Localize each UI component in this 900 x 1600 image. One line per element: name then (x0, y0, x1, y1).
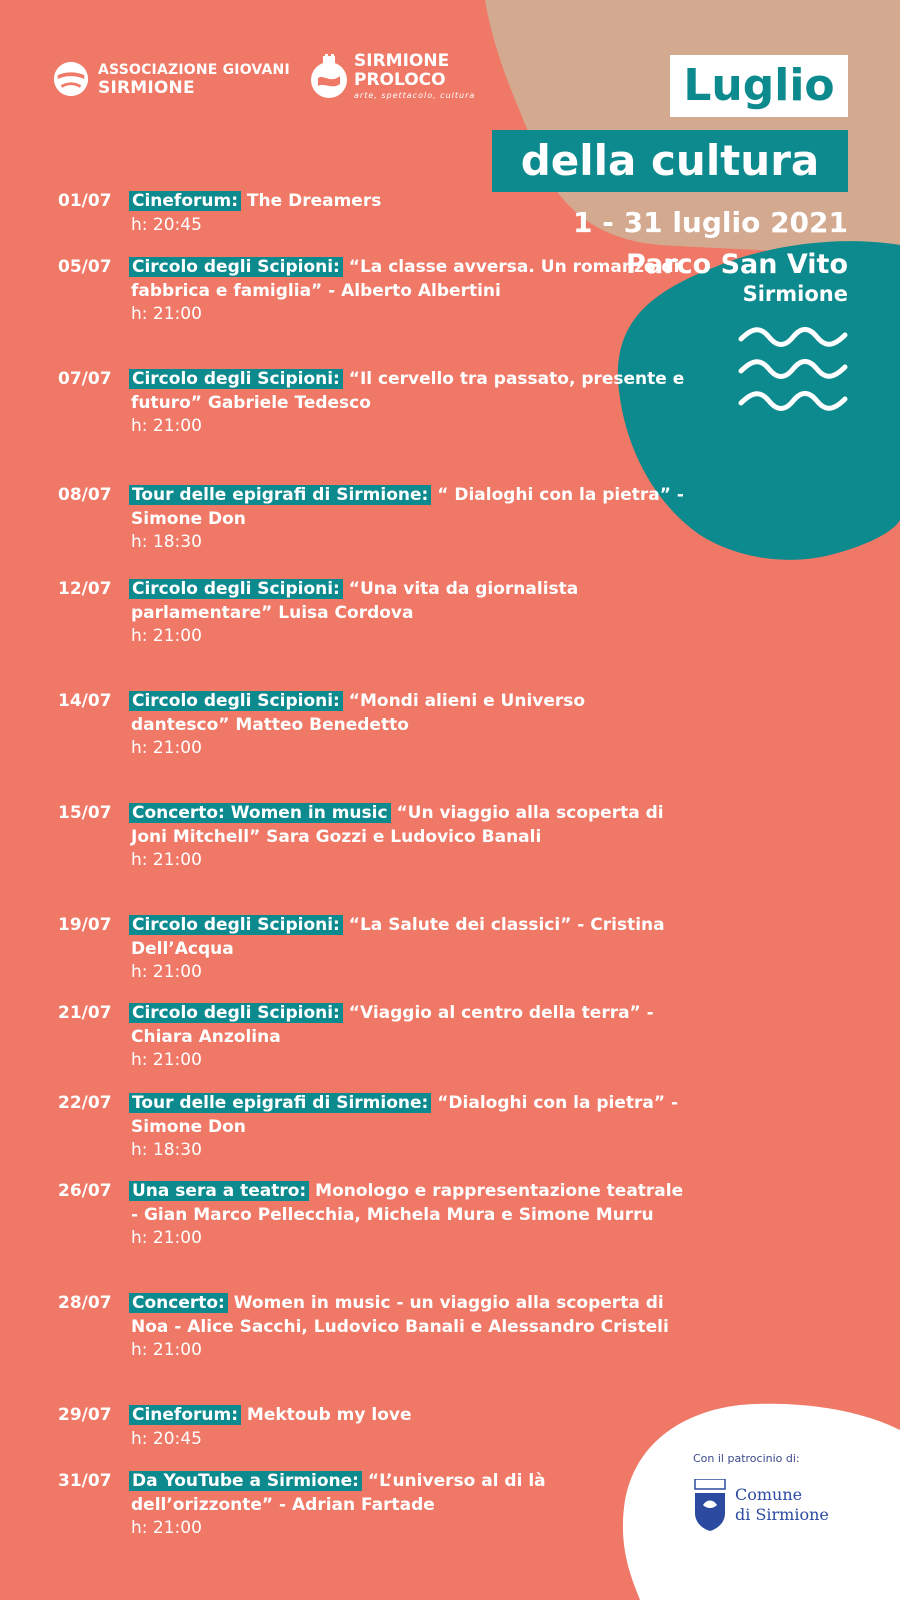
event-title: The Dreamers (241, 191, 382, 211)
event-category: Circolo degli Scipioni: (129, 579, 343, 599)
event-date: 07/07 (58, 369, 112, 389)
event-category: Circolo degli Scipioni: (129, 257, 343, 277)
sirmione-proloco-logo (308, 52, 475, 102)
event-category: Tour delle epigrafi di Sirmione: (129, 485, 431, 505)
event-date: 12/07 (58, 579, 112, 599)
event-date-range: 1 - 31 luglio 2021 (573, 206, 848, 239)
event-date: 31/07 (58, 1471, 112, 1491)
event-date: 29/07 (58, 1405, 112, 1425)
event-body (131, 1180, 686, 1251)
event-title: “La Salute dei classici” - Cristina Dell’Acqua (131, 915, 665, 959)
event-body (131, 578, 686, 649)
event-body (131, 1404, 686, 1451)
event-body (131, 690, 686, 761)
comune-di-sirmione-logo (693, 1479, 873, 1531)
event-date: 15/07 (58, 803, 112, 823)
event-title: “La classe avversa. Un romanzo di fabbrica e famiglia” - Alberto Albertini (131, 257, 680, 301)
title-luglio: Luglio (670, 55, 848, 117)
associazione-giovani-logo (52, 60, 290, 98)
event-title: “Viaggio al centro della terra” - Chiara Anzolina (131, 1003, 654, 1047)
event-time: h: 21:00 (131, 850, 202, 870)
event-title: Mektoub my love (241, 1405, 412, 1425)
event-date: 28/07 (58, 1293, 112, 1313)
patronage-label: Con il patrocinio di: (693, 1452, 800, 1465)
event-title: “Il cervello tra passato, presente e futuro” Gabriele Tedesco (131, 369, 685, 413)
event-category: Concerto: (129, 1293, 228, 1313)
event-body (131, 256, 686, 327)
associazione-line1: ASSOCIAZIONE GIOVANI (98, 62, 290, 78)
patronage-block (693, 1452, 873, 1531)
event-time: h: 18:30 (131, 532, 202, 552)
event-category: Da YouTube a Sirmione: (129, 1471, 362, 1491)
event-category: Concerto: Women in music (129, 803, 391, 823)
event-time: h: 21:00 (131, 626, 202, 646)
event-category: Circolo degli Scipioni: (129, 915, 343, 935)
comune-line2: di Sirmione (735, 1505, 829, 1524)
event-date: 21/07 (58, 1003, 112, 1023)
waves-icon (737, 325, 849, 417)
event-time: h: 21:00 (131, 1518, 202, 1538)
event-time: h: 20:45 (131, 1428, 202, 1449)
event-body (131, 368, 686, 439)
event-title: “Dialoghi con la pietra” - Simone Don (131, 1093, 679, 1137)
event-body (131, 1292, 686, 1363)
event-time: h: 21:00 (131, 962, 202, 982)
event-category: Circolo degli Scipioni: (129, 1003, 343, 1023)
event-title: Women in music - un viaggio alla scoperta di Noa - Alice Sacchi, Ludovico Banali e Alessandro Cristeli (131, 1293, 669, 1337)
event-city: Sirmione (742, 282, 848, 306)
associazione-line2: SIRMIONE (98, 78, 195, 98)
event-place: Parco San Vito (626, 249, 848, 280)
event-time: h: 21:00 (131, 1340, 202, 1360)
event-time: h: 21:00 (131, 1228, 202, 1248)
proloco-line2: PROLOCO (354, 70, 446, 90)
event-time: h: 21:00 (131, 1050, 202, 1070)
event-category: Circolo degli Scipioni: (129, 369, 343, 389)
event-date: 14/07 (58, 691, 112, 711)
event-date: 26/07 (58, 1181, 112, 1201)
event-body (131, 1470, 686, 1541)
event-title: “Un viaggio alla scoperta di Joni Mitchell” Sara Gozzi e Ludovico Banali (131, 803, 664, 847)
event-title: “ Dialoghi con la pietra” - Simone Don (131, 485, 684, 529)
shield-icon (693, 1479, 727, 1531)
event-body (131, 1092, 686, 1163)
proloco-tagline: arte, spettacolo, cultura (354, 91, 476, 100)
event-category: Circolo degli Scipioni: (129, 691, 343, 711)
event-body (131, 484, 686, 555)
event-date: 22/07 (58, 1093, 112, 1113)
event-title: “L’universo al di là dell’orizzonte” - Adrian Fartade (131, 1471, 546, 1515)
event-time: h: 21:00 (131, 738, 202, 758)
event-title: “Mondi alieni e Universo dantesco” Matteo Benedetto (131, 691, 586, 735)
event-time: h: 20:45 (131, 214, 202, 235)
event-title: Monologo e rappresentazione teatrale - Gian Marco Pellecchia, Michela Mura e Simone Murru (131, 1181, 684, 1225)
castle-logo-icon (308, 54, 350, 100)
event-category: Una sera a teatro: (129, 1181, 309, 1201)
event-date: 08/07 (58, 485, 112, 505)
event-time: h: 21:00 (131, 304, 202, 324)
event-date: 05/07 (58, 257, 112, 277)
title-della-cultura: della cultura (492, 130, 848, 192)
event-body (131, 1002, 686, 1073)
event-date: 19/07 (58, 915, 112, 935)
event-category: Cineforum: (129, 191, 241, 211)
event-category: Tour delle epigrafi di Sirmione: (129, 1093, 431, 1113)
event-time: h: 18:30 (131, 1140, 202, 1160)
comune-line1: Comune (735, 1485, 803, 1504)
event-body (131, 190, 686, 237)
globe-logo-icon (52, 60, 90, 98)
event-category: Cineforum: (129, 1405, 241, 1425)
event-date: 01/07 (58, 191, 112, 211)
proloco-line1: SIRMIONE (354, 51, 450, 71)
event-body (131, 802, 686, 873)
event-body (131, 914, 686, 985)
event-title: “Una vita da giornalista parlamentare” Luisa Cordova (131, 579, 579, 623)
event-time: h: 21:00 (131, 416, 202, 436)
